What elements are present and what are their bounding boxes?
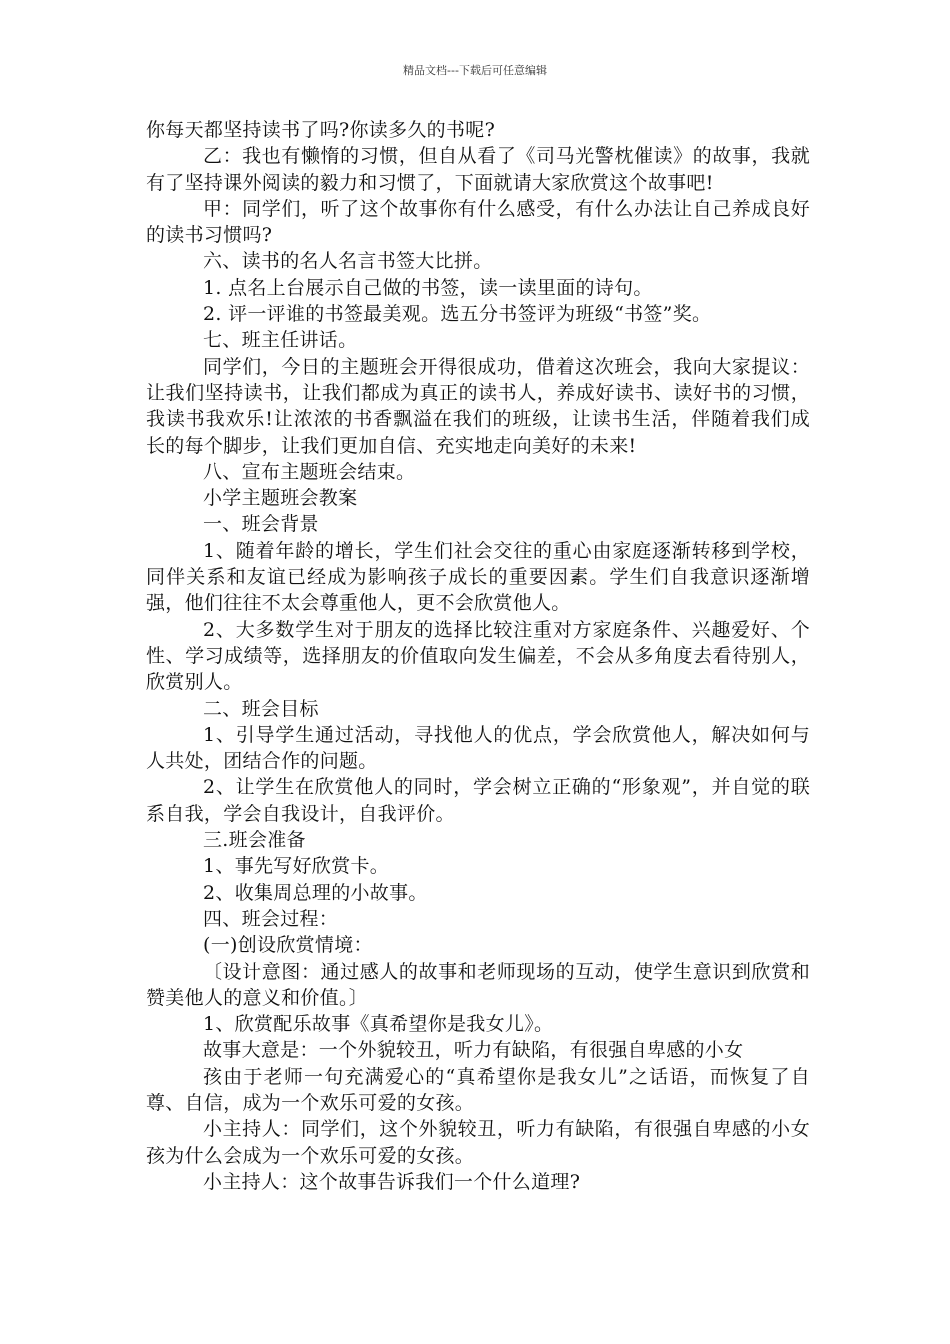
paragraph: 你每天都坚持读书了吗?你读多久的书呢? bbox=[146, 119, 496, 141]
paragraph: 乙：我也有懒惰的习惯，但自从看了《司马光警枕催读》的故事，我就有了坚持课外阅读的毅力和习惯了，下面就请大家欣赏这个故事吧! bbox=[146, 145, 810, 194]
paragraph: 2、收集周总理的小故事。 bbox=[203, 881, 428, 904]
page-header: 精品文档---下载后可任意编辑 bbox=[403, 64, 547, 77]
paragraph: 小主持人：这个故事告诉我们一个什么道理? bbox=[203, 1170, 581, 1193]
paragraph: 同学们，今日的主题班会开得很成功，借着这次班会，我向大家提议：让我们坚持读书，让我们都成为真正的读书人，养成好读书、读好书的习惯，我读书我欢乐!让浓浓的书香飘溢在我们的班级，让读书生活，伴随着我们成长的每个脚步，让我们更加自信、充实地走向美好的未来! bbox=[146, 355, 810, 457]
paragraph: 1、欣赏配乐故事《真希望你是我女儿》。 bbox=[203, 1013, 554, 1036]
paragraph: 小主持人：同学们，这个外貌较丑，听力有缺陷，有很强自卑感的小女孩为什么会成为一个欢乐可爱的女孩。 bbox=[146, 1118, 810, 1167]
paragraph: 孩由于老师一句充满爱心的“真希望你是我女儿”之话语，而恢复了自尊、自信，成为一个欢乐可爱的女孩。 bbox=[146, 1065, 810, 1114]
paragraph: 1. 点名上台展示自己做的书签，读一读里面的诗句。 bbox=[203, 276, 653, 299]
paragraph: 1、引导学生通过活动，寻找他人的优点，学会欣赏他人，解决如何与人共处，团结合作的问题。 bbox=[146, 723, 810, 773]
paragraph: 故事大意是：一个外貌较丑，听力有缺陷，有很强自卑感的小女 bbox=[203, 1039, 744, 1062]
section-heading: 六、读书的名人名言书签大比拼。 bbox=[203, 250, 493, 273]
paragraph: 甲：同学们，听了这个故事你有什么感受，有什么办法让自己养成良好的读书习惯吗? bbox=[146, 197, 810, 247]
subsection-heading: (一)创设欣赏情境： bbox=[203, 934, 373, 957]
document-title: 小学主题班会教案 bbox=[203, 487, 358, 510]
section-heading: 一、班会背景 bbox=[203, 513, 319, 536]
section-heading: 二、班会目标 bbox=[203, 697, 319, 720]
section-heading: 四、班会过程： bbox=[203, 907, 339, 930]
document-body bbox=[146, 117, 810, 1195]
section-heading: 八、宣布主题班会结束。 bbox=[203, 460, 416, 483]
paragraph: 1、事先写好欣赏卡。 bbox=[203, 855, 390, 878]
paragraph: 2. 评一评谁的书签最美观。选五分书签评为班级“书签”奖。 bbox=[203, 303, 712, 326]
paragraph: 2、大多数学生对于朋友的选择比较注重对方家庭条件、兴趣爱好、个性、学习成绩等，选择朋友的价值取向发生偏差，不会从多角度去看待别人，欣赏别人。 bbox=[146, 618, 810, 694]
section-heading: 三.班会准备 bbox=[203, 829, 306, 852]
paragraph: 1、随着年龄的增长，学生们社会交往的重心由家庭逐渐转移到学校，同伴关系和友谊已经成为影响孩子成长的重要因素。学生们自我意识逐渐增强，他们往往不太会尊重他人，更不会欣赏他人。 bbox=[146, 539, 810, 615]
paragraph: 2、让学生在欣赏他人的同时，学会树立正确的“形象观”，并自觉的联系自我，学会自我设计，自我评价。 bbox=[146, 776, 810, 825]
section-heading: 七、班主任讲话。 bbox=[203, 329, 358, 352]
paragraph: 〔设计意图：通过感人的故事和老师现场的互动，使学生意识到欣赏和赞美他人的意义和价值。〕 bbox=[146, 960, 810, 1009]
